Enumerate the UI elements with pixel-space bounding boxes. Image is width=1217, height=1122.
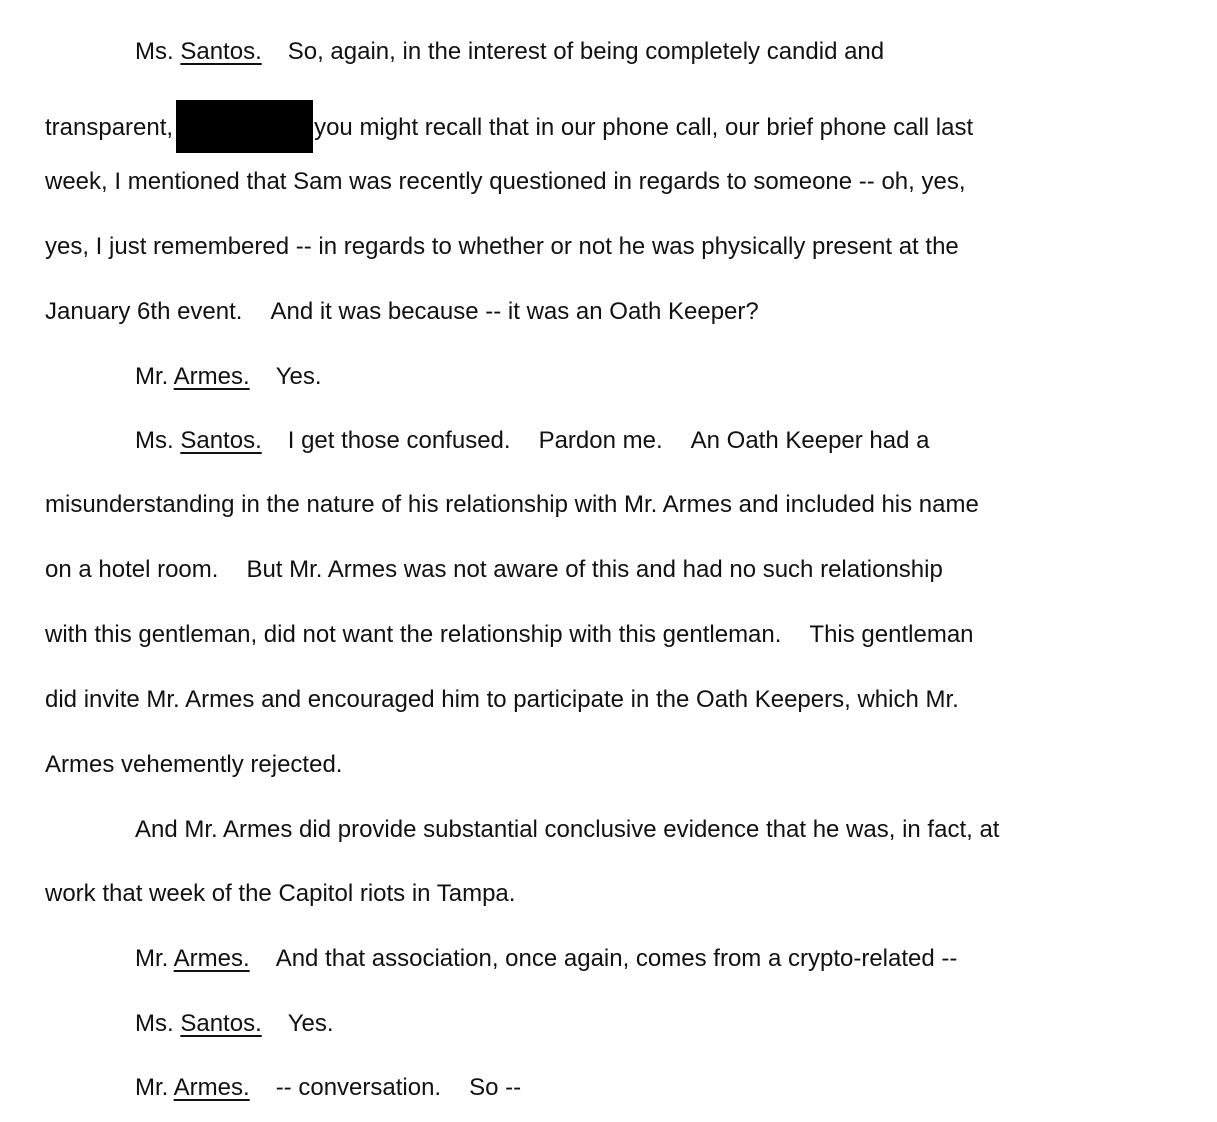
speaker-title: Mr.	[135, 945, 169, 972]
speaker-name: Santos.	[180, 38, 262, 65]
line-text: This gentleman	[809, 621, 974, 648]
speaker-line-armes	[135, 362, 1157, 392]
text-line	[45, 490, 1157, 520]
speaker-title: Ms.	[135, 427, 174, 454]
line-text: -- conversation.	[275, 1074, 442, 1101]
speaker-name: Armes.	[173, 945, 250, 972]
line-text: did invite Mr. Armes and encouraged him to participate in the Oath Keepers, which Mr.	[45, 686, 959, 713]
line-text: transparent,	[45, 113, 174, 141]
line-text: And that association, once again, comes from a crypto-related --	[275, 945, 958, 972]
speaker-title: Mr.	[135, 363, 169, 390]
line-text: yes, I just remembered -- in regards to whether or not he was physically present at the	[45, 233, 959, 260]
redaction-box	[176, 100, 313, 153]
speaker-line-armes	[135, 944, 1157, 974]
line-text: Yes.	[275, 363, 322, 390]
text-line	[45, 102, 1157, 155]
line-text: And it was because -- it was an Oath Keeper?	[270, 298, 759, 325]
speaker-title: Ms.	[135, 38, 174, 65]
line-text: on a hotel room.	[45, 556, 219, 583]
line-text: So, again, in the interest of being completely candid and	[287, 38, 885, 65]
text-line	[45, 750, 1157, 780]
line-text: But Mr. Armes was not aware of this and had no such relationship	[246, 556, 943, 583]
speaker-name: Santos.	[180, 427, 262, 454]
line-text: So --	[469, 1074, 522, 1101]
text-line	[45, 685, 1157, 715]
speaker-line-santos	[135, 37, 1157, 67]
speaker-title: Mr.	[135, 1074, 169, 1101]
line-text: you might recall that in our phone call, our brief phone call last	[314, 113, 974, 141]
line-text: work that week of the Capitol riots in Tampa.	[45, 880, 516, 907]
text-line	[45, 620, 1157, 650]
text-line	[45, 232, 1157, 262]
line-text: Armes vehemently rejected.	[45, 751, 343, 778]
text-line	[45, 879, 1157, 909]
speaker-line-armes	[135, 1073, 1157, 1103]
speaker-name: Armes.	[173, 363, 250, 390]
text-line	[135, 815, 1157, 845]
line-text: Pardon me.	[538, 427, 663, 454]
line-text: January 6th event.	[45, 298, 243, 325]
line-text: Yes.	[287, 1010, 334, 1037]
text-line	[45, 167, 1157, 197]
line-text: And Mr. Armes did provide substantial conclusive evidence that he was, in fact, at	[135, 816, 1000, 843]
line-text: misunderstanding in the nature of his relationship with Mr. Armes and included his name	[45, 491, 979, 518]
speaker-line-santos	[135, 426, 1157, 456]
speaker-line-santos	[135, 1009, 1157, 1039]
line-text: I get those confused.	[287, 427, 511, 454]
line-text: week, I mentioned that Sam was recently questioned in regards to someone -- oh, yes,	[45, 168, 966, 195]
line-text: with this gentleman, did not want the relationship with this gentleman.	[45, 621, 782, 648]
speaker-name: Armes.	[173, 1074, 250, 1101]
text-line	[45, 555, 1157, 585]
line-text: An Oath Keeper had a	[690, 427, 930, 454]
speaker-name: Santos.	[180, 1010, 262, 1037]
speaker-title: Ms.	[135, 1010, 174, 1037]
text-line	[45, 297, 1157, 327]
